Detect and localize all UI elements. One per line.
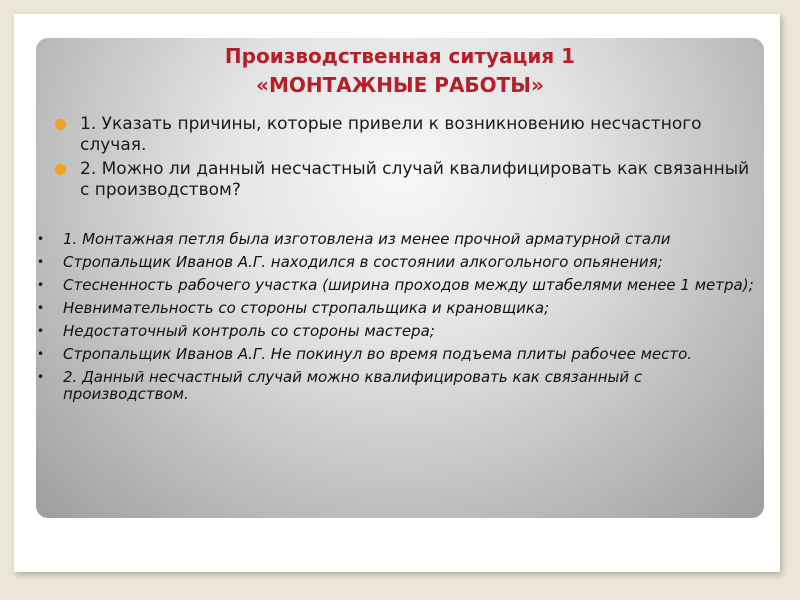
answer-item [37, 277, 762, 294]
question-list [55, 114, 760, 204]
answer-text: Стропальщик Иванов А.Г. Не покинул во время подъема плиты рабочее место. [63, 345, 693, 363]
bullet-icon: • [37, 370, 45, 384]
bullet-dot-icon [55, 119, 66, 130]
question-text: 1. Указать причины, которые привели к возникновению несчастного случая. [80, 114, 702, 155]
question-item [55, 159, 760, 201]
question-item [55, 114, 760, 156]
answer-item [37, 369, 762, 403]
answer-text: Стесненность рабочего участка (ширина проходов между штабелями менее 1 метра); [63, 276, 754, 294]
bullet-icon: • [37, 301, 45, 315]
question-text: 2. Можно ли данный несчастный случай квалифицировать как связанный с производством? [80, 159, 750, 200]
answer-text: Невнимательность со стороны стропальщика и крановщика; [63, 299, 550, 317]
answer-item [37, 346, 762, 363]
bullet-icon: • [37, 278, 45, 292]
bullet-icon: • [37, 324, 45, 338]
answer-item [37, 300, 762, 317]
answer-item [37, 254, 762, 271]
answer-item [37, 323, 762, 340]
answer-text: 1. Монтажная петля была изготовлена из менее прочной арматурной стали [63, 230, 671, 248]
answer-text: Недостаточный контроль со стороны мастера; [63, 322, 435, 340]
answer-item [37, 231, 762, 248]
title-line-2: «МОНТАЖНЫЕ РАБОТЫ» [256, 73, 544, 97]
title-line-1: Производственная ситуация 1 [224, 44, 576, 68]
bullet-icon: • [37, 232, 45, 246]
bullet-icon: • [37, 255, 45, 269]
answer-text: 2. Данный несчастный случай можно квалифицировать как связанный с производством. [63, 368, 643, 403]
answer-list [37, 231, 762, 409]
slide-title [36, 42, 764, 100]
answer-text: Стропальщик Иванов А.Г. находился в состоянии алкогольного опьянения; [63, 253, 663, 271]
bullet-icon: • [37, 347, 45, 361]
bullet-dot-icon [55, 164, 66, 175]
